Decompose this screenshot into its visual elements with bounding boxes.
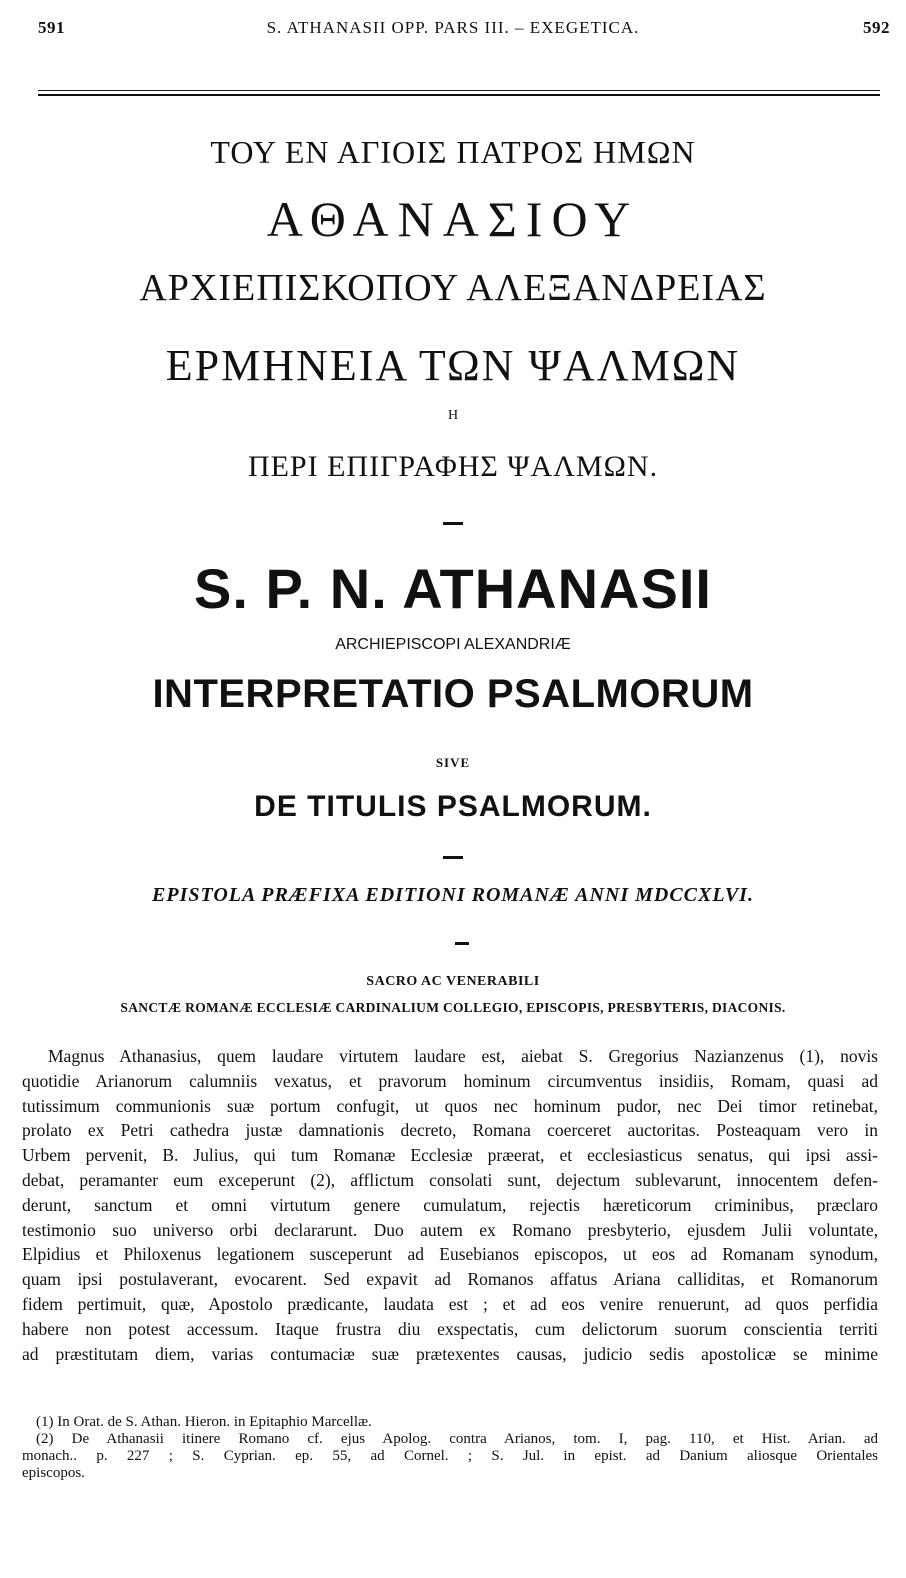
greek-title-alt-work: ΠΕΡΙ ΕΠΙΓΡΑΦΗΣ ΨΑΛΜΩΝ. — [247, 450, 659, 483]
greek-title-conjunction: Η — [447, 408, 459, 423]
body-line: debat, peramanter eum exceperunt (2), afflictum consolati sunt, dejectum sublevarunt, innocentem defen- — [22, 1169, 878, 1190]
greek-title-work: ΕΡΜΗΝΕΙΑ ΤΩΝ ΨΑΛΜΩΝ — [165, 341, 741, 390]
latin-title-work: INTERPRETATIO PSALMORUM — [152, 672, 754, 716]
separator-dash-1 — [443, 522, 463, 525]
dedication-line-2: SANCTÆ ROMANÆ ECCLESIÆ CARDINALIUM COLLEGIO, EPISCOPIS, PRESBYTERIS, DIACONIS. — [120, 1000, 786, 1015]
body-line: Magnus Athanasius, quem laudare virtutem laudare est, aiebat S. Gregorius Nazianzenus (1), novis — [48, 1046, 878, 1066]
body-line: quam ipsi postulaverant, evocarent. Sed expavit ad Romanos affatus Ariana calliditas, et Romanorum — [22, 1269, 878, 1290]
body-line: fidem pertimuit, quæ, Apostolo prædicante, laudata est ; et ad eos venire renuerunt, ad quos perfidia — [22, 1293, 878, 1314]
latin-title-author: S. P. N. ATHANASII — [194, 557, 712, 620]
dedication-line-1: SACRO AC VENERABILI — [366, 974, 540, 989]
page-number-right: 592 — [863, 18, 890, 37]
separator-dash-2 — [443, 856, 463, 859]
page-number-left: 591 — [38, 18, 65, 37]
latin-title-conjunction: SIVE — [435, 755, 471, 770]
latin-title-office: ARCHIEPISCOPI ALEXANDRIÆ — [335, 636, 571, 653]
footnotes — [22, 1414, 878, 1482]
footnote-2: (2) De Athanasii itinere Romano cf. ejus Apolog. contra Arianos, tom. I, pag. 110, et Hist. Arian. ad — [36, 1431, 878, 1447]
body-line: derunt, sanctum et omni virtutum genere cumulatum, rejectis hæreticorum criminibus, præclaro — [22, 1194, 878, 1215]
body-line: tutissimum communionis suæ portum confugit, ut quos nec hominum pudor, nec Dei timor retinebat, — [22, 1095, 878, 1116]
body-line: prolato ex Petri cathedra justæ damnationis decreto, Romana coerceret auctoritas. Posteaquam vero in — [22, 1120, 878, 1141]
running-header: S. ATHANASII OPP. PARS III. – EXEGETICA. — [266, 18, 640, 37]
separator-dash-3 — [455, 942, 469, 945]
header-rule-top — [38, 90, 880, 91]
body-paragraph — [22, 1044, 878, 1366]
latin-title-alt-work: DE TITULIS PSALMORUM. — [254, 790, 652, 823]
header-rule-bottom — [38, 94, 880, 96]
body-line: habere non potest accessum. Itaque frustra diu exspectatis, cum delictorum suorum conscientia territi — [22, 1318, 878, 1339]
body-line: testimonio suo universo orbi declararunt. Duo autem ex Romano presbyterio, ejusdem Julii voluntate, — [22, 1219, 878, 1240]
greek-title-line-1: ΤΟΥ ΕΝ ΑΓΙΟΙΣ ΠΑΤΡΟΣ ΗΜΩΝ — [210, 134, 696, 170]
epistola-heading: EPISTOLA PRÆFIXA EDITIONI ROMANÆ ANNI MDCCXLVI. — [152, 884, 754, 906]
greek-title-line-3: ΑΡΧΙΕΠΙΣΚΟΠΟΥ ΑΛΕΞΑΝΔΡΕΙΑΣ — [139, 267, 767, 309]
body-line: Urbem pervenit, B. Julius, qui tum Romanæ Ecclesiæ præerat, et ecclesiasticus senatus, qui ipsi assi- — [22, 1145, 878, 1166]
body-line: Elpidius et Philoxenus legationem susceperunt ad Eusebianos episcopos, ut eos ad Romanam synodum, — [22, 1244, 878, 1265]
greek-title-author: ΑΘΑΝΑΣΙΟΥ — [266, 191, 640, 247]
body-line: ad præstitutam diem, varias contumaciæ suæ prætexentes causas, judicio sedis apostolicæ se minime — [22, 1343, 878, 1364]
footnote-2-end: episcopos. — [22, 1465, 85, 1481]
body-line: quotidie Arianorum calumniis vexatus, et pravorum hominum circumventus insidiis, Romam, quasi ad — [22, 1070, 878, 1091]
footnote-2-cont: monach.. p. 227 ; S. Cyprian. ep. 55, ad Cornel. ; S. Jul. in epist. ad Danium aliosque Orientales — [22, 1448, 878, 1464]
footnote-1: (1) In Orat. de S. Athan. Hieron. in Epitaphio Marcellæ. — [36, 1414, 372, 1430]
